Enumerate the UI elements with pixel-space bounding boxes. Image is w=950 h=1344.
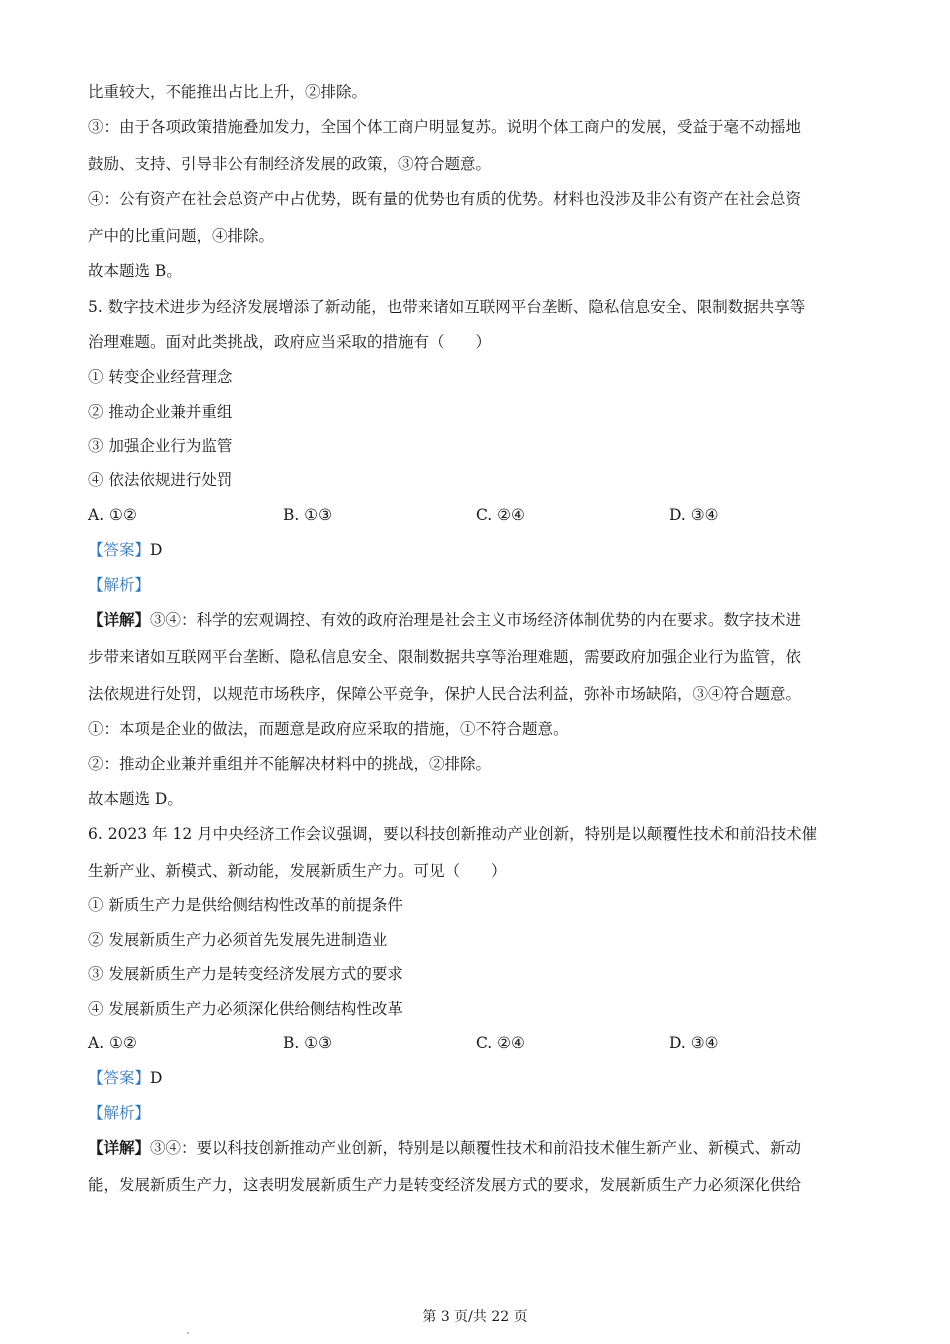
option-c: C. ②④	[476, 1034, 525, 1052]
question-6-item: ① 新质生产力是供给侧结构性改革的前提条件	[88, 896, 403, 914]
question-6-stem: 6. 2023 年 12 月中央经济工作会议强调，要以科技创新推动产业创新，特别是以颠覆性技术和前沿技术催	[88, 825, 818, 843]
detail-tag: 【详解】	[88, 1138, 151, 1157]
detail-line: 能，发展新质生产力，这表明发展新质生产力是转变经济发展方式的要求，发展新质生产力必须深化供给	[88, 1176, 802, 1194]
detail-tag: 【详解】	[88, 610, 151, 629]
question-5-item: ① 转变企业经营理念	[88, 368, 233, 386]
question-5-stem: 5. 数字技术进步为经济发展增添了新动能，也带来诸如互联网平台垄断、隐私信息安全、限制数据共享等	[88, 298, 806, 316]
option-b: B. ①③	[283, 1034, 333, 1052]
text-line: 产中的比重问题，④排除。	[88, 227, 275, 245]
text-line: ③：由于各项政策措施叠加发力，全国个体工商户明显复苏。说明个体工商户的发展，受益于毫不动摇地	[88, 118, 802, 136]
option-b: B. ①③	[283, 506, 333, 524]
detail-line	[88, 1138, 801, 1158]
option-d: D. ③④	[669, 506, 719, 524]
page-mark	[187, 1332, 189, 1334]
conclusion-line: 故本题选 D。	[88, 790, 183, 808]
text-line: 鼓励、支持、引导非公有制经济发展的政策，③符合题意。	[88, 155, 492, 173]
option-d: D. ③④	[669, 1034, 719, 1052]
detail-line: 步带来诸如互联网平台垄断、隐私信息安全、限制数据共享等治理难题，需要政府加强企业行为监管，依	[88, 648, 802, 666]
question-6-stem: 生新产业、新模式、新动能，发展新质生产力。可见（ ）	[88, 862, 507, 880]
question-5-item: ④ 依法依规进行处罚	[88, 471, 233, 489]
answer-line	[88, 1068, 162, 1088]
question-6-item: ③ 发展新质生产力是转变经济发展方式的要求	[88, 965, 403, 983]
question-5-item: ② 推动企业兼并重组	[88, 403, 233, 421]
answer-tag: 【答案】	[88, 1069, 151, 1087]
text-line: ④：公有资产在社会总资产中占优势，既有量的优势也有质的优势。材料也没涉及非公有资产在社会总资	[88, 190, 802, 208]
detail-text: ③④：科学的宏观调控、有效的政府治理是社会主义市场经济体制优势的内在要求。数字技术进	[150, 611, 802, 629]
question-6-item: ④ 发展新质生产力必须深化供给侧结构性改革	[88, 1000, 403, 1018]
detail-line	[88, 610, 801, 630]
question-5-item: ③ 加强企业行为监管	[88, 437, 233, 455]
detail-text: ③④：要以科技创新推动产业创新，特别是以颠覆性技术和前沿技术催生新产业、新模式、新动	[150, 1139, 802, 1157]
text-line: 比重较大，不能推出占比上升，②排除。	[88, 83, 368, 101]
option-a: A. ①②	[88, 506, 137, 524]
answer-line	[88, 540, 162, 560]
analysis-tag: 【解析】	[88, 1104, 151, 1122]
answer-value: D	[150, 1069, 163, 1087]
analysis-line	[88, 575, 150, 595]
analysis-tag: 【解析】	[88, 576, 151, 594]
detail-line: 法依规进行处罚，以规范市场秩序，保障公平竞争，保护人民合法利益，弥补市场缺陷，③④符合题意。	[88, 685, 802, 703]
answer-tag: 【答案】	[88, 541, 151, 559]
detail-line: ②：推动企业兼并重组并不能解决材料中的挑战，②排除。	[88, 755, 492, 773]
answer-value: D	[150, 541, 163, 559]
conclusion-line: 故本题选 B。	[88, 262, 182, 280]
question-5-stem: 治理难题。面对此类挑战，政府应当采取的措施有（ ）	[88, 333, 492, 351]
detail-line: ①：本项是企业的做法，而题意是政府应采取的措施，①不符合题意。	[88, 720, 569, 738]
page-number: 第 3 页/共 22 页	[422, 1309, 528, 1325]
question-6-item: ② 发展新质生产力必须首先发展先进制造业	[88, 931, 388, 949]
option-c: C. ②④	[476, 506, 525, 524]
analysis-line	[88, 1103, 150, 1123]
option-a: A. ①②	[88, 1034, 137, 1052]
